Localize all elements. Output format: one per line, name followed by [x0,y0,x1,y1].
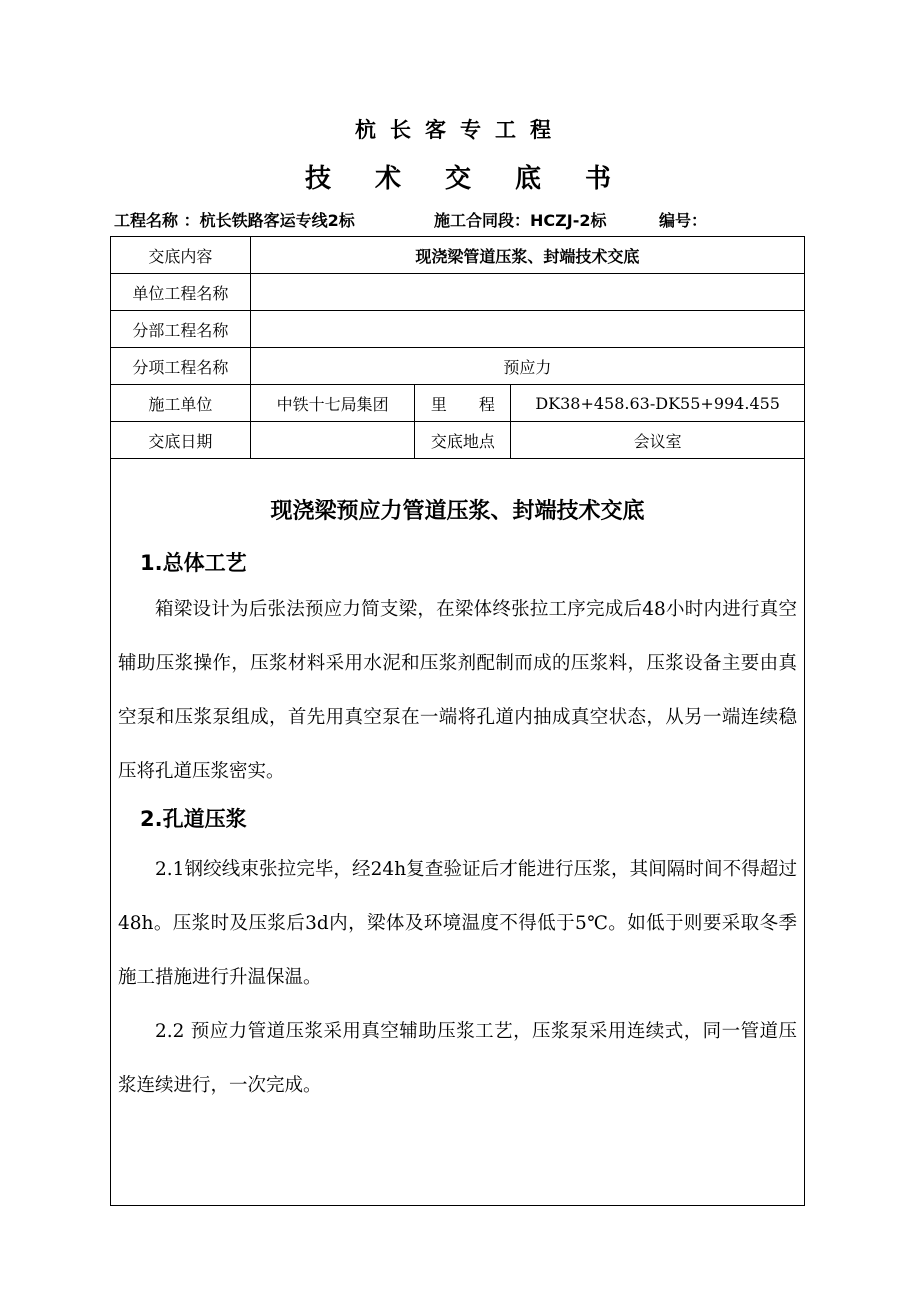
meta-line [114,208,814,231]
table-row [111,348,805,385]
row-label: 施工单位 [111,385,251,422]
table-row [111,385,805,422]
table-row [111,311,805,348]
document-number-label: 编号： [659,211,708,230]
header-line2: 技术交底书 [304,164,655,194]
date-value [250,422,415,459]
division-project-value [250,311,804,348]
table-row [111,237,805,274]
subject-value: 现浇梁管道压浆、封端技术交底 [250,237,804,274]
row-label: 交底内容 [111,237,251,274]
document-body [110,460,805,1113]
info-table [110,236,805,459]
table-row [111,274,805,311]
contract-section: 施工合同段：HCZJ-2标 [434,211,607,230]
paragraph: 2.1钢绞线束张拉完毕，经24h复查验证后才能进行压浆，其间隔时间不得超过48h。压浆时及压浆后3d内，梁体及环境温度不得低于5℃。如低于则要采取冬季施工措施进行升温保温。 [118,859,797,988]
section-heading: 2.孔道压浆 [140,807,247,831]
paragraph: 2.2 预应力管道压浆采用真空辅助压浆工艺，压浆泵采用连续式，同一管道压浆连续进行，一次完成。 [118,1021,797,1096]
document-title: 现浇梁预应力管道压浆、封端技术交底 [270,499,645,524]
subitem-project-value: 预应力 [250,348,804,385]
table-row [111,422,805,459]
unit-project-value [250,274,804,311]
section-heading: 1.总体工艺 [140,551,247,575]
row-label: 单位工程名称 [111,274,251,311]
row-label: 交底日期 [111,422,251,459]
paragraph: 箱梁设计为后张法预应力简支梁，在梁体终张拉工序完成后48小时内进行真空辅助压浆操作，压浆材料采用水泥和压浆剂配制而成的压浆料，压浆设备主要由真空泵和压浆泵组成，首先用真空泵在一端将孔道内抽成真空状态，从另一端连续稳压将孔道压浆密实。 [118,599,797,782]
row-label: 分项工程名称 [111,348,251,385]
row-label: 分部工程名称 [111,311,251,348]
construction-unit-value: 中铁十七局集团 [250,385,415,422]
header-line1: 杭长客专工程 [355,118,565,142]
location-value: 会议室 [511,422,805,459]
row-label: 交底地点 [415,422,511,459]
row-label: 里 程 [415,385,511,422]
mileage-value: DK38+458.63-DK55+994.455 [511,385,805,422]
project-name: 工程名称 ：杭长铁路客运专线2标 [114,211,355,230]
